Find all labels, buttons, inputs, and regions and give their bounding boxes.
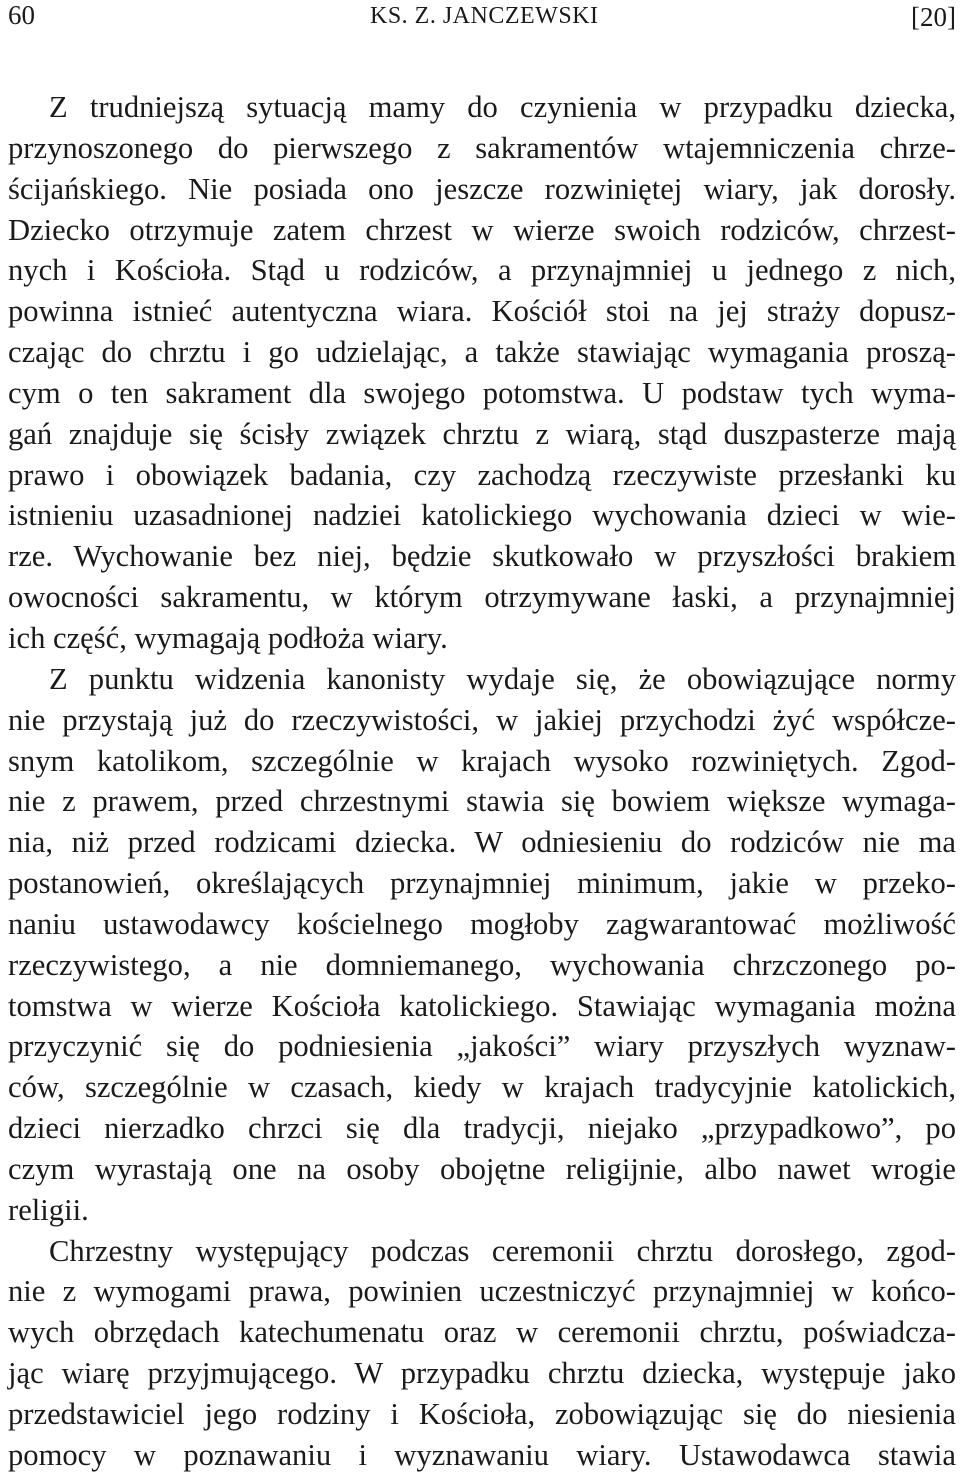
paragraph-2-line: Z punktu widzenia kanonisty wydaje się, że obowiązujące normy bbox=[49, 661, 956, 696]
paragraph-2-line: nia, niż przed rodzicami dziecka. W odniesieniu do rodziców nie ma bbox=[8, 825, 956, 860]
author-name: KS. Z. JANCZEWSKI bbox=[370, 3, 599, 29]
paragraph-3-line: jąc wiarę przyjmującego. W przypadku chrztu dziecka, występuje jako bbox=[8, 1356, 956, 1391]
paragraph-1-line: istnieniu uzasadnionej nadziei katolickiego wychowania dzieci w wie- bbox=[8, 498, 956, 533]
paragraph-1-line: powinna istnieć autentyczna wiara. Kościół stoi na jej straży dopusz- bbox=[8, 294, 956, 329]
paragraph-1-line: cym o ten sakrament dla swojego potomstwa. U podstaw tych wyma- bbox=[8, 375, 956, 410]
paragraph-3-line: wych obrzędach katechumenatu oraz w ceremonii chrztu, poświadcza- bbox=[8, 1315, 956, 1350]
paragraph-2-line: czym wyrastają one na osoby obojętne religijnie, albo nawet wrogie bbox=[8, 1151, 956, 1186]
paragraph-2-line: ców, szczególnie w czasach, kiedy w krajach tradycyjnie katolickich, bbox=[8, 1070, 956, 1105]
paragraph-2-line: naniu ustawodawcy kościelnego mogłoby zagwarantować możliwość bbox=[8, 906, 956, 941]
paragraph-3-line: przedstawiciel jego rodziny i Kościoła, zobowiązując się do niesienia bbox=[8, 1397, 956, 1431]
paragraph-2-line: nie przystają już do rzeczywistości, w jakiej przychodzi żyć współcze- bbox=[8, 702, 956, 737]
paragraph-1-line: gań znajduje się ścisły związek chrztu z wiarą, stąd duszpasterze mają bbox=[8, 416, 956, 451]
paragraph-3-line: nie z wymogami prawa, powinien uczestniczyć przynajmniej w końco- bbox=[8, 1274, 956, 1309]
page-number: 60 bbox=[8, 0, 35, 30]
paragraph-2-line: dzieci nierzadko chrzci się dla tradycji, niejako „przypadkowo”, po bbox=[8, 1111, 956, 1146]
paragraph-1-line: owocności sakramentu, w którym otrzymywane łaski, a przynajmniej bbox=[8, 580, 956, 615]
paragraph-1-line: ich część, wymagają podłoża wiary. bbox=[8, 620, 448, 655]
paragraph-2-line: religii. bbox=[8, 1192, 89, 1227]
paragraph-2-line: nie z prawem, przed chrzestnymi stawia się bowiem większe wymaga- bbox=[8, 784, 956, 819]
paragraph-1-line: ścijańskiego. Nie posiada ono jeszcze rozwiniętej wiary, jak dorosły. bbox=[8, 171, 956, 206]
paragraph-1-line: rze. Wychowanie bez niej, będzie skutkowało w przyszłości brakiem bbox=[8, 539, 956, 574]
paragraph-2-line: tomstwa w wierze Kościoła katolickiego. Stawiając wymagania można bbox=[8, 988, 956, 1023]
paragraph-2-line: postanowień, określających przynajmniej minimum, jakie w przeko- bbox=[8, 866, 956, 901]
running-header bbox=[8, 0, 956, 38]
paragraph-1-line: nych i Kościoła. Stąd u rodziców, a przynajmniej u jednego z nich, bbox=[8, 253, 956, 288]
paragraph-3-line: pomocy w poznawaniu i wyznawaniu wiary. Ustawodawca stawia bbox=[8, 1437, 956, 1472]
paragraph-1-line: czając do chrztu i go udzielając, a także stawiając wymagania proszą- bbox=[8, 335, 956, 370]
paragraph-2-line: przyczynić się do podniesienia „jakości” wiary przyszłych wyznaw- bbox=[8, 1029, 956, 1064]
document-page bbox=[8, 0, 956, 1476]
paragraph-1-line: prawo i obowiązek badania, czy zachodzą rzeczywiste przesłanki ku bbox=[8, 457, 956, 492]
paragraph-1-line: przynoszonego do pierwszego z sakramentów wtajemniczenia chrze- bbox=[8, 130, 956, 165]
paragraph-3-line: Chrzestny występujący podczas ceremonii chrztu dorosłego, zgod- bbox=[49, 1233, 956, 1268]
paragraph-1-line: Z trudniejszą sytuacją mamy do czynienia w przypadku dziecka, bbox=[49, 90, 956, 124]
body-text bbox=[8, 87, 956, 1476]
paragraph-1-line: Dziecko otrzymuje zatem chrzest w wierze swoich rodziców, chrzest- bbox=[8, 212, 956, 247]
reference-number: [20] bbox=[911, 2, 956, 32]
paragraph-2-line: snym katolikom, szczególnie w krajach wysoko rozwiniętych. Zgod- bbox=[8, 743, 956, 778]
paragraph-2-line: rzeczywistego, a nie domniemanego, wychowania chrzczonego po- bbox=[8, 947, 956, 982]
